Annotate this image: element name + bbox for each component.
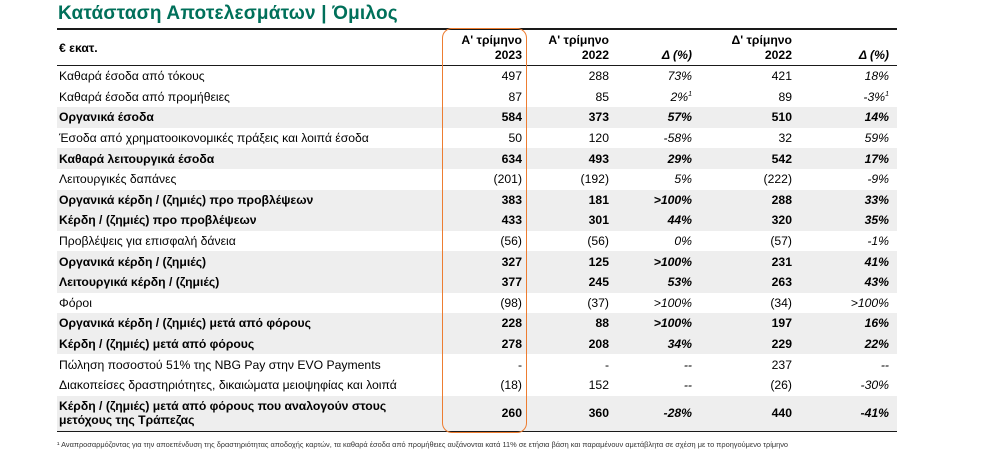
row-label: Έσοδα από χρηματοοικονομικές πράξεις και λοιπά έσοδα <box>59 131 369 146</box>
cell-delta-qoq: -41% <box>800 396 897 432</box>
cell-q4-2022: 89 <box>778 89 792 104</box>
table-row <box>57 375 897 396</box>
cell-q1-2023: 497 <box>501 69 522 84</box>
cell-delta-qoq: 59% <box>864 131 889 146</box>
cell-delta-yoy: >100% <box>617 313 700 334</box>
cell-q1-2022: 125 <box>530 251 617 272</box>
row-label: Κέρδη / (ζημιές) μετά από φόρους που αναλογούν στους μετόχους της Τράπεζας <box>57 396 440 432</box>
cell-q1-2022: (37) <box>587 295 609 310</box>
table-row <box>57 231 897 252</box>
cell-delta-qoq: >100% <box>850 295 889 310</box>
row-label: Οργανικά κέρδη / (ζημιές) προ προβλέψεων <box>57 190 440 211</box>
income-statement-table <box>57 30 897 432</box>
cell-q1-2023: 50 <box>508 131 522 146</box>
cell-q1-2023: 278 <box>440 334 530 355</box>
cell-q4-2022: 440 <box>700 396 800 432</box>
cell-q1-2022: 208 <box>530 334 617 355</box>
table-row <box>57 396 897 432</box>
cell-q4-2022: 510 <box>700 107 800 128</box>
row-label: Λειτουργικά κέρδη / (ζημιές) <box>57 272 440 293</box>
table-row <box>57 293 897 314</box>
row-label: Λειτουργικές δαπάνες <box>59 172 177 187</box>
cell-delta-qoq: -30% <box>860 378 889 393</box>
header-delta-qoq: Δ (%) <box>800 30 897 66</box>
cell-delta-yoy: 2%$^1$ <box>670 89 692 104</box>
cell-delta-qoq: 22% <box>800 334 897 355</box>
row-label: Κέρδη / (ζημιές) μετά από φόρους <box>57 334 440 355</box>
table-row <box>57 190 897 211</box>
cell-q1-2023: 87 <box>508 89 522 104</box>
cell-delta-yoy: -- <box>683 378 692 393</box>
cell-delta-qoq: 41% <box>800 251 897 272</box>
cell-delta-yoy: 57% <box>617 107 700 128</box>
cell-delta-yoy: >100% <box>653 295 692 310</box>
cell-delta-qoq: 33% <box>800 190 897 211</box>
table-row <box>57 354 897 375</box>
cell-q1-2022: 120 <box>588 131 609 146</box>
header-q4-2022: Δ' τρίμηνο 2022 <box>700 30 800 66</box>
cell-delta-yoy: -58% <box>663 131 692 146</box>
header-unit-label: € εκατ. <box>57 30 440 66</box>
row-label: Καθαρά έσοδα από τόκους <box>59 69 205 84</box>
row-label: Οργανικά κέρδη / (ζημιές) μετά από φόρους <box>57 313 440 334</box>
row-label: Οργανικά κέρδη / (ζημιές) <box>57 251 440 272</box>
table-row <box>57 128 897 149</box>
cell-q1-2023: 433 <box>440 210 530 231</box>
cell-delta-qoq: -- <box>880 357 889 372</box>
cell-q1-2022: 288 <box>588 69 609 84</box>
cell-q1-2022: 360 <box>530 396 617 432</box>
cell-delta-yoy: -- <box>683 357 692 372</box>
header-row <box>57 30 897 66</box>
cell-q1-2022: 181 <box>530 190 617 211</box>
table-row <box>57 334 897 355</box>
table-row <box>57 272 897 293</box>
header-q1-2023: Α' τρίμηνο 2023 <box>440 30 530 66</box>
cell-delta-yoy: >100% <box>617 251 700 272</box>
row-label: Κέρδη / (ζημιές) προ προβλέψεων <box>57 210 440 231</box>
row-label: Πώληση ποσοστού 51% της NBG Pay στην EVO Payments <box>59 357 381 372</box>
cell-delta-qoq: 16% <box>800 313 897 334</box>
cell-delta-yoy: 53% <box>617 272 700 293</box>
cell-q4-2022: 542 <box>700 148 800 169</box>
cell-q4-2022: 320 <box>700 210 800 231</box>
cell-q4-2022: (57) <box>770 234 792 249</box>
table-row <box>57 107 897 128</box>
cell-q4-2022: 263 <box>700 272 800 293</box>
cell-delta-qoq: 43% <box>800 272 897 293</box>
page-title: Κατάσταση Αποτελεσμάτων | Όμιλος <box>58 3 398 24</box>
cell-delta-yoy: >100% <box>617 190 700 211</box>
table-row <box>57 169 897 190</box>
row-label: Διακοπείσες δραστηριότητες, δικαιώματα μειοψηφίας και λοιπά <box>59 378 397 393</box>
cell-delta-yoy: 0% <box>674 234 692 249</box>
cell-q1-2023: 327 <box>440 251 530 272</box>
cell-q1-2022: (192) <box>580 172 609 187</box>
row-label: Καθαρά λειτουργικά έσοδα <box>57 148 440 169</box>
cell-q1-2023: (18) <box>500 378 522 393</box>
cell-q1-2023: (56) <box>500 234 522 249</box>
cell-q1-2023: 584 <box>440 107 530 128</box>
cell-q1-2023: 377 <box>440 272 530 293</box>
table-row <box>57 148 897 169</box>
cell-q4-2022: 32 <box>778 131 792 146</box>
cell-q4-2022: 288 <box>700 190 800 211</box>
table-row <box>57 313 897 334</box>
cell-q1-2023: 228 <box>440 313 530 334</box>
table-row <box>57 66 897 87</box>
row-label: Καθαρά έσοδα από προμήθειες <box>59 89 230 104</box>
cell-delta-yoy: 44% <box>617 210 700 231</box>
cell-delta-qoq: 18% <box>864 69 889 84</box>
cell-q1-2022: 245 <box>530 272 617 293</box>
cell-delta-yoy: 73% <box>667 69 692 84</box>
cell-q1-2023: - <box>517 357 522 372</box>
cell-q1-2023: (98) <box>500 295 522 310</box>
cell-delta-yoy: -28% <box>617 396 700 432</box>
cell-delta-qoq: 35% <box>800 210 897 231</box>
cell-q1-2023: (201) <box>493 172 522 187</box>
cell-delta-yoy: 34% <box>617 334 700 355</box>
row-label: Φόροι <box>59 295 92 310</box>
cell-q1-2023: 383 <box>440 190 530 211</box>
header-delta-yoy: Δ (%) <box>617 30 700 66</box>
row-label: Προβλέψεις για επισφαλή δάνεια <box>59 234 236 249</box>
cell-q1-2022: 493 <box>530 148 617 169</box>
footnote: ¹ Αναπροσαρμόζοντας για την αποεπένδυση της δραστηριότητας αποδοχής καρτών, τα καθαρά έσοδα από προμήθειες αυξάνονται κατά 11% σε ετήσια βάση και παραμένουν αμετάβλητα σε σχέση με το προηγούμενο τρίμηνο <box>57 440 789 449</box>
cell-delta-qoq: -9% <box>867 172 889 187</box>
footnote-marker: 1 <box>688 90 692 98</box>
cell-q1-2022: - <box>604 357 609 372</box>
cell-q1-2023: 634 <box>440 148 530 169</box>
cell-q4-2022: (26) <box>770 378 792 393</box>
cell-q4-2022: 237 <box>771 357 792 372</box>
cell-q1-2022: 88 <box>530 313 617 334</box>
cell-delta-qoq: 14% <box>800 107 897 128</box>
header-q1-2022: Α' τρίμηνο 2022 <box>530 30 617 66</box>
table-row <box>57 87 897 108</box>
cell-q1-2022: 373 <box>530 107 617 128</box>
cell-q4-2022: 231 <box>700 251 800 272</box>
cell-q4-2022: 229 <box>700 334 800 355</box>
cell-q4-2022: (222) <box>763 172 792 187</box>
row-label: Οργανικά έσοδα <box>57 107 440 128</box>
cell-delta-yoy: 29% <box>617 148 700 169</box>
cell-delta-yoy: 5% <box>674 172 692 187</box>
table-row <box>57 210 897 231</box>
cell-q4-2022: 197 <box>700 313 800 334</box>
cell-q1-2023: 260 <box>440 396 530 432</box>
cell-delta-qoq: -3%$^1$ <box>863 89 889 104</box>
cell-delta-qoq: 17% <box>800 148 897 169</box>
cell-q1-2022: 152 <box>588 378 609 393</box>
cell-q1-2022: (56) <box>587 234 609 249</box>
cell-q1-2022: 85 <box>595 89 609 104</box>
cell-q4-2022: (34) <box>770 295 792 310</box>
cell-delta-qoq: -1% <box>867 234 889 249</box>
footnote-marker: 1 <box>885 90 889 98</box>
table-row <box>57 251 897 272</box>
cell-q4-2022: 421 <box>771 69 792 84</box>
cell-q1-2022: 301 <box>530 210 617 231</box>
